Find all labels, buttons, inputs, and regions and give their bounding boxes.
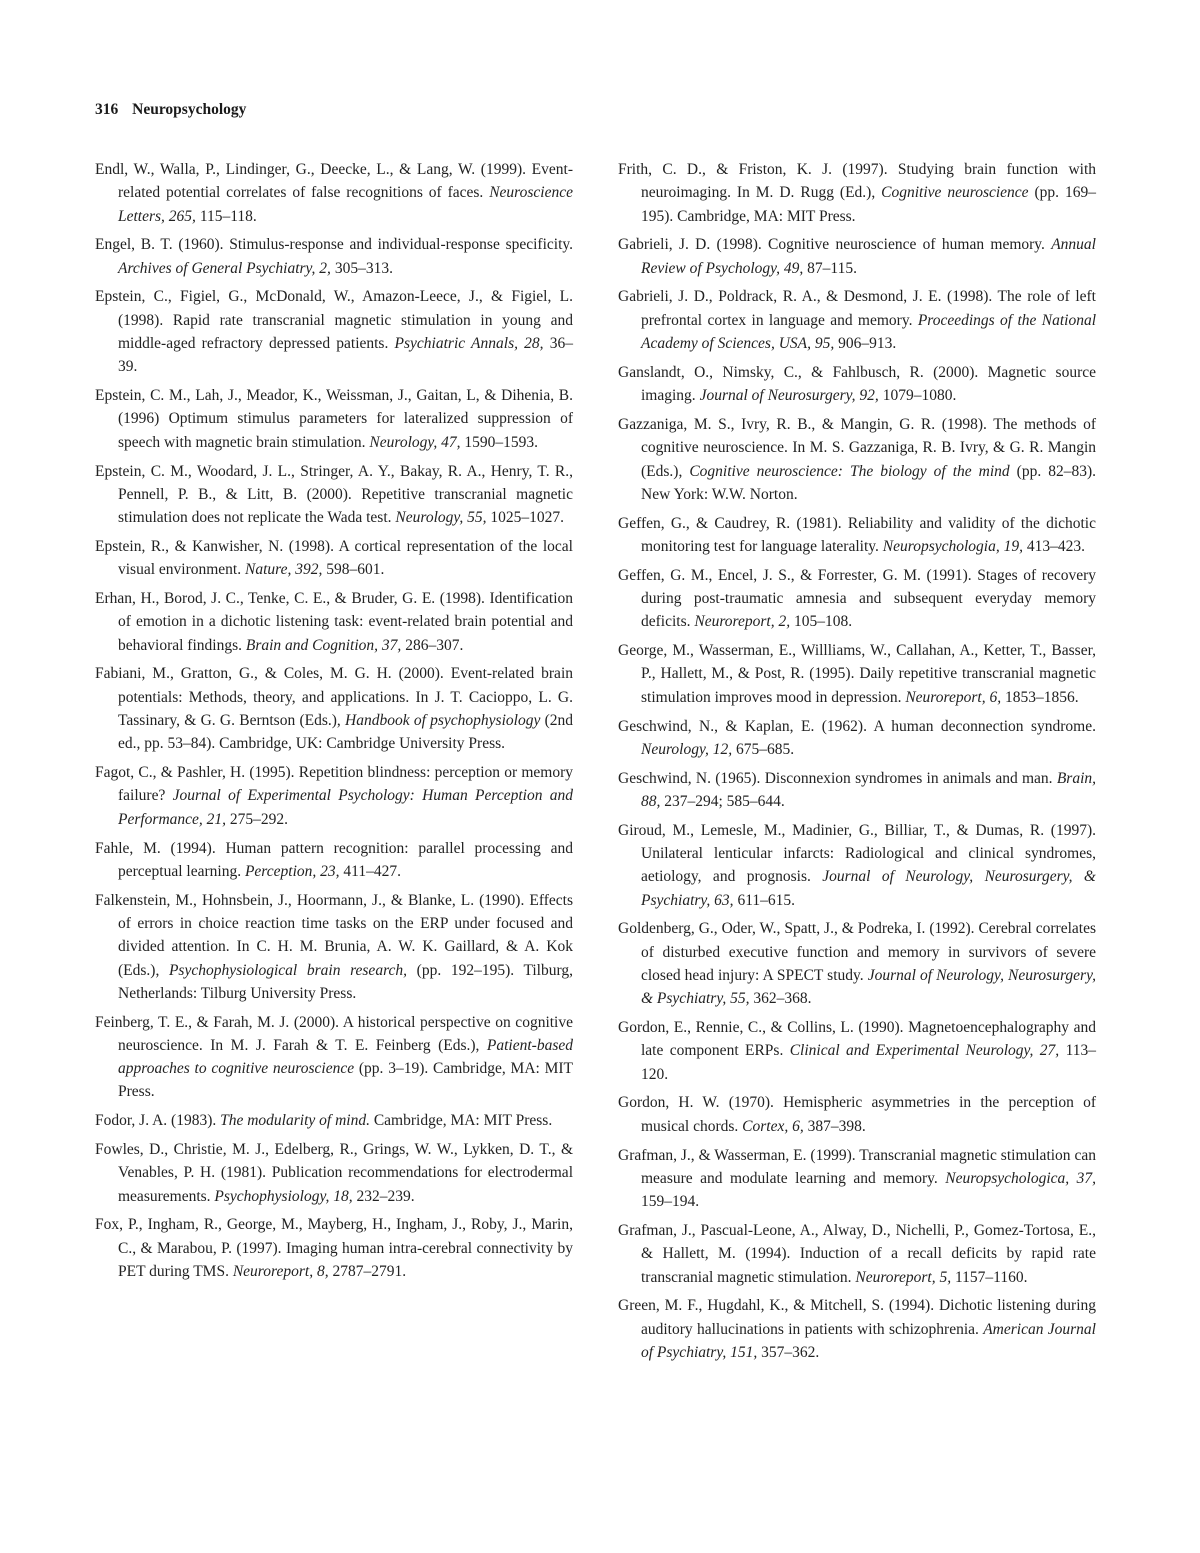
reference-source: Journal of Experimental Psychology: Human Perception and Performance, 21, [118,787,573,828]
reference-pages: 411–427. [339,862,401,880]
reference-source: Journal of Neurology, Neurosurgery, & Psychiatry, 63, [641,868,1096,909]
reference-entry [95,233,573,280]
reference-text: Frith, C. D., & Friston, K. J. (1997). Studying brain function with neuroimaging. In M. D. Rugg (Ed.), [618,161,1096,202]
reference-text: Geffen, G., & Caudrey, R. (1981). Reliability and validity of the dichotic monitoring test for language laterality. [618,514,1096,555]
reference-source: Cortex, 6, [742,1117,804,1135]
reference-pages: 413–423. [1022,537,1085,555]
reference-source: Neuroreport, 8, [232,1263,329,1281]
reference-entry [95,761,573,831]
reference-pages: 1157–1160. [951,1268,1028,1286]
reference-entry [618,715,1096,762]
reference-text: Geffen, G. M., Encel, J. S., & Forrester, G. M. (1991). Stages of recovery during post-traumatic amnesia and subsequent everyday memory deficits. [618,566,1096,631]
reference-pages: Cambridge, MA: MIT Press. [369,1112,553,1130]
reference-source: Neurology, 47, [369,433,461,451]
reference-text: Fowles, D., Christie, M. J., Edelberg, R., Grings, W. W., Lykken, D. T., & Venables, P. H. (1981). Publication recommendations for electrodermal measurements. [95,1141,573,1205]
reference-pages: 159–194. [641,1193,700,1211]
reference-pages: 237–294; 585–644. [660,792,785,810]
reference-entry [95,1011,573,1104]
reference-pages: 2787–2791. [328,1263,407,1281]
reference-pages: 906–913. [834,335,897,353]
reference-entry [618,158,1096,228]
reference-text: Gabrieli, J. D. (1998). Cognitive neuroscience of human memory. [618,236,1052,254]
reference-source: Proceedings of the National Academy of Sciences, USA, 95, [641,311,1096,353]
reference-text: Fagot, C., & Pashler, H. (1995). Repetition blindness: perception or memory failure? [95,764,573,805]
reference-pages: 1079–1080. [878,387,957,405]
reference-text: Epstein, C., Figiel, G., McDonald, W., Amazon-Leece, J., & Figiel, L. (1998). Rapid rate transcranial magnetic stimulation in young and middle-aged refractory depressed patients. [95,288,573,353]
reference-entry [95,384,573,454]
reference-pages: 362–368. [749,990,812,1008]
reference-pages: 387–398. [803,1117,866,1135]
reference-entry [95,1213,573,1283]
reference-text: Grafman, J., & Wasserman, E. (1999). Transcranial magnetic stimulation can measure and modulate learning and memory. [618,1146,1096,1187]
reference-entry [618,1016,1096,1086]
reference-entry [618,361,1096,408]
reference-text: Fabiani, M., Gratton, G., & Coles, M. G. H. (2000). Event-related brain potentials: Methods, theory, and applications. In J. T. Cacioppo, L. G. Tassinary, & G. G. Berntson (Eds.), [95,665,573,730]
reference-entry [618,413,1096,506]
reference-source: Psychophysiology, 18, [214,1187,353,1205]
reference-source: Neuroscience Letters, 265, [118,184,573,225]
reference-text: Gordon, E., Rennie, C., & Collins, L. (1990). Magnetoencephalography and late component ERPs. [618,1019,1096,1060]
reference-text: Gabrieli, J. D., Poldrack, R. A., & Desmond, J. E. (1998). The role of left prefrontal cortex in language and memory. [618,288,1096,329]
reference-source: Journal of Neurosurgery, 92, [699,387,879,405]
reference-pages: 598–601. [322,561,385,579]
reference-source: American Journal of Psychiatry, 151, [641,1320,1096,1361]
reference-pages: (pp. 82–83). New York: W.W. Norton. [641,462,1097,503]
reference-pages: 87–115. [803,259,857,277]
reference-text: Gazzaniga, M. S., Ivry, R. B., & Mangin, G. R. (1998). The methods of cognitive neuroscience. In M. S. Gazzaniga, R. B. Ivry, & G. R. Mangin (Eds.), [618,415,1096,480]
reference-source: Neuroreport, 5, [855,1268,952,1286]
reference-pages: 105–108. [790,613,853,631]
running-head [95,101,246,119]
reference-text: Endl, W., Walla, P., Lindinger, G., Deecke, L., & Lang, W. (1999). Event-related potential correlates of false recognitions of faces. [95,161,573,202]
reference-source: Annual Review of Psychology, 49, [641,236,1096,277]
reference-entry [95,460,573,530]
reference-entry [618,1091,1096,1138]
reference-pages: 115–118. [195,207,257,225]
reference-pages: (2nd ed., pp. 53–84). Cambridge, UK: Cambridge University Press. [118,712,574,753]
reference-pages: (pp. 192–195). Tilburg, Netherlands: Tilburg University Press. [118,961,573,1002]
reference-entry [95,535,573,582]
reference-pages: 286–307. [401,636,464,654]
reference-source: Neurology, 12, [641,740,733,758]
reference-text: Giroud, M., Lemesle, M., Madinier, G., Billiar, T., & Dumas, R. (1997). Unilateral lenticular infarcts: Radiological and clinical syndromes, aetiology, and prognosis. [618,821,1096,886]
reference-column-left [95,158,573,1289]
reference-entry [618,564,1096,634]
reference-source: Neuropsychologia, 19, [882,537,1023,555]
reference-source: The modularity of mind. [220,1112,370,1130]
reference-entry [618,1144,1096,1214]
reference-entry [618,1219,1096,1289]
reference-entry [618,819,1096,912]
reference-source: Perception, 23, [244,862,340,880]
reference-text: Epstein, R., & Kanwisher, N. (1998). A cortical representation of the local visual environment. [95,537,573,579]
reference-text: Gordon, H. W. (1970). Hemispheric asymmetries in the perception of musical chords. [618,1094,1096,1135]
reference-entry [95,1109,573,1132]
reference-source: Brain and Cognition, 37, [245,636,402,654]
reference-entry [95,889,573,1005]
reference-text: Engel, B. T. (1960). Stimulus-response and individual-response specificity. [95,236,573,254]
reference-source: Patient-based approaches to cognitive neuroscience [118,1036,573,1078]
reference-entry [618,917,1096,1010]
reference-pages: 1025–1027. [486,509,565,527]
reference-text: George, M., Wasserman, E., Willliams, W., Callahan, A., Ketter, T., Basser, P., Hallett, M., & Post, R. (1995). Daily repetitive transcranial magnetic stimulation improves mood in depression. [618,642,1096,706]
reference-text: Epstein, C. M., Lah, J., Meador, K., Weissman, J., Gaitan, L, & Dihenia, B. (1996) Optimum stimulus parameters for lateralized suppression of speech with magnetic brain stimulation. [95,387,573,451]
reference-pages: 232–239. [352,1187,415,1205]
reference-pages: 1590–1593. [460,433,539,451]
reference-pages: 113–120. [641,1042,1096,1083]
page-number: 316 [95,101,119,118]
reference-source: Neuroreport, 2, [694,613,791,631]
reference-source: Nature, 392, [245,561,323,579]
reference-entry [95,1138,573,1208]
reference-text: Fox, P., Ingham, R., George, M., Mayberg, H., Ingham, J., Roby, J., Marin, C., & Marabou, P. (1997). Imaging human intra-cerebral connectivity by PET during TMS. [95,1216,573,1281]
reference-pages: (pp. 169–195). Cambridge, MA: MIT Press. [641,184,1096,225]
reference-source: Psychophysiological brain research, [168,961,408,979]
reference-source: Clinical and Experimental Neurology, 27, [789,1042,1060,1060]
reference-source: Journal of Neurology, Neurosurgery, & Psychiatry, 55, [641,967,1096,1008]
reference-source: Cognitive neuroscience: The biology of the mind [689,462,1010,480]
reference-source: Neuropsychologica, 37, [945,1169,1096,1187]
reference-text: Geschwind, N. (1965). Disconnexion syndromes in animals and man. [618,769,1057,787]
reference-pages: 1853–1856. [1001,688,1079,706]
reference-source: Brain, 88, [641,769,1096,810]
reference-source: Cognitive neuroscience [881,184,1029,202]
reference-entry [618,767,1096,814]
reference-source: Neurology, 55, [395,509,487,527]
reference-text: Grafman, J., Pascual-Leone, A., Alway, D., Nichelli, P., Gomez-Tortosa, E., & Hallett, M. (1994). Induction of a recall deficits by rapid rate transcranial magnetic stimulation. [618,1221,1096,1286]
reference-source: Archives of General Psychiatry, 2, [118,259,331,277]
reference-entry [618,512,1096,559]
reference-pages: (pp. 3–19). Cambridge, MA: MIT Press. [118,1060,573,1101]
running-title: Neuropsychology [132,101,247,118]
reference-text: Fodor, J. A. (1983). [95,1112,221,1130]
reference-entry [618,233,1096,280]
reference-text: Geschwind, N., & Kaplan, E. (1962). A human deconnection syndrome. [618,717,1096,735]
reference-column-right [618,158,1096,1370]
reference-entry [95,587,573,657]
reference-pages: 305–313. [330,259,393,277]
reference-source: Handbook of psychophysiology [345,712,541,730]
reference-text: Ganslandt, O., Nimsky, C., & Fahlbusch, R. (2000). Magnetic source imaging. [618,363,1096,405]
reference-entry [95,662,573,755]
reference-entry [95,285,573,378]
reference-pages: 611–615. [733,891,795,909]
reference-text: Green, M. F., Hugdahl, K., & Mitchell, S. (1994). Dichotic listening during auditory hallucinations in patients with schizophrenia. [618,1297,1096,1338]
reference-source: Neuroreport, 6, [905,688,1002,706]
reference-pages: 357–362. [757,1343,820,1361]
reference-text: Falkenstein, M., Hohnsbein, J., Hoormann, J., & Blanke, L. (1990). Effects of errors in choice reaction time tasks on the ERP under focused and divided attention. In C. H. M. Brunia, A. W. K. Gaillard, & A. Kok (Eds.), [95,891,573,979]
reference-entry [618,285,1096,355]
reference-source: Psychiatric Annals, 28, [394,335,544,353]
reference-text: Erhan, H., Borod, J. C., Tenke, C. E., & Bruder, G. E. (1998). Identification of emotion in a dichotic listening task: event-related brain potential and behavioral findings. [95,590,573,654]
reference-text: Fahle, M. (1994). Human pattern recognition: parallel processing and perceptual learning. [95,839,573,880]
reference-pages: 36–39. [118,335,574,376]
reference-text: Goldenberg, G., Oder, W., Spatt, J., & Podreka, I. (1992). Cerebral correlates of disturbed executive function and memory in survivors of severe closed head injury: A SPECT study. [618,920,1096,984]
reference-text: Feinberg, T. E., & Farah, M. J. (2000). A historical perspective on cognitive neuroscience. In M. J. Farah & T. E. Feinberg (Eds.), [95,1013,573,1054]
reference-text: Epstein, C. M., Woodard, J. L., Stringer, A. Y., Bakay, R. A., Henry, T. R., Pennell, P. B., & Litt, B. (2000). Repetitive transcranial magnetic stimulation does not replicate the Wada test. [95,462,573,527]
reference-entry [95,158,573,228]
reference-pages: 675–685. [732,740,795,758]
reference-entry [618,639,1096,709]
reference-pages: 275–292. [226,810,289,828]
reference-entry [618,1294,1096,1364]
reference-entry [95,837,573,884]
